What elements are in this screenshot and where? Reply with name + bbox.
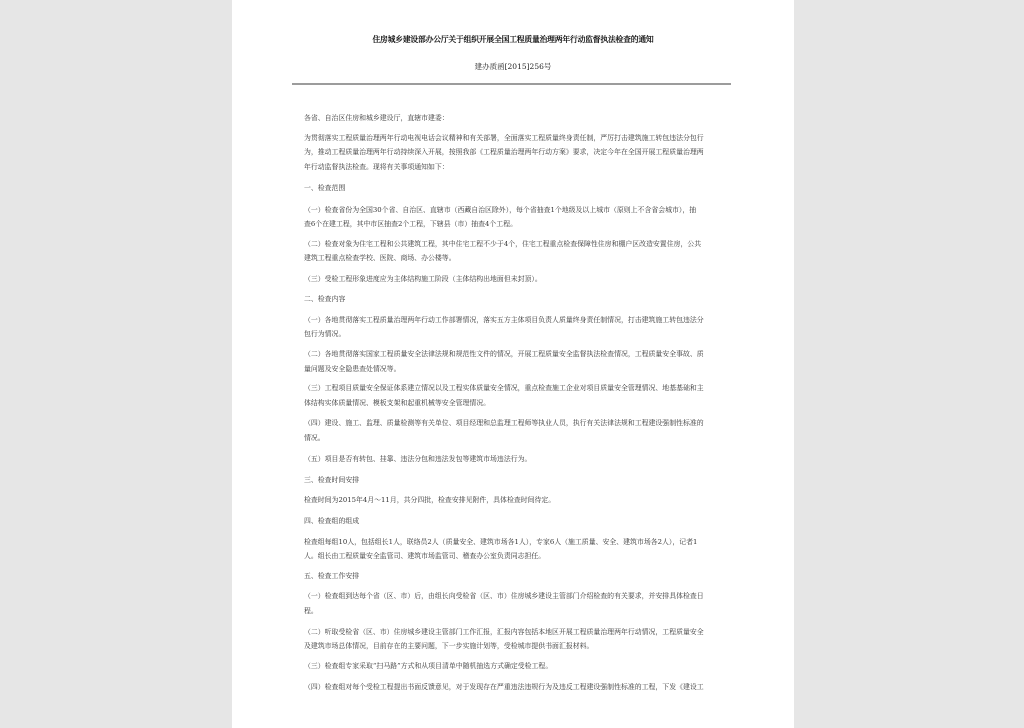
body-line: （五）项目是否有转包、挂靠、违法分包和违法发包等建筑市场违法行为。 — [304, 455, 532, 463]
body-line: 二、检查内容 — [304, 295, 346, 303]
body-line: 为贯彻落实工程质量治理两年行动电视电话会议精神和有关部署，全面落实工程质量终身责任制，严厉打击建筑施工转包违法分包行 — [304, 134, 704, 142]
body-line: 一、检查范围 — [304, 184, 346, 192]
body-line: 为，推动工程质量治理两年行动持续深入开展，按照我部《工程质量治理两年行动方案》要求，决定今年在全国开展工程质量治理两 — [304, 148, 704, 156]
title-divider — [292, 83, 731, 85]
body-line: 量问题及安全隐患查处情况等。 — [304, 365, 401, 373]
document-page — [232, 0, 794, 728]
body-line: （二）听取受检省（区、市）住房城乡建设主管部门工作汇报，汇报内容包括本地区开展工程质量治理两年行动情况，工程质量安全 — [304, 628, 704, 636]
body-line: 年行动监督执法检查。现将有关事项通知如下： — [304, 163, 449, 171]
body-line: （二）各地贯彻落实国家工程质量安全法律法规和规范性文件的情况，开展工程质量安全监督执法检查情况，工程质量安全事故、质 — [304, 350, 704, 358]
body-line: （二）检查对象为住宅工程和公共建筑工程，其中住宅工程不少于4个，住宅工程重点检查保障性住房和棚户区改造安置住房，公共 — [304, 240, 702, 248]
body-line: （一）检查组到达每个省（区、市）后，由组长向受检省（区、市）住房城乡建设主管部门介绍检查的有关要求，并安排具体检查日 — [304, 592, 704, 600]
body-line: （四）建设、施工、监理、质量检测等有关单位、项目经理和总监理工程师等执业人员，执行有关法律法规和工程建设强制性标准的 — [304, 419, 704, 427]
body-line: 情况。 — [304, 434, 325, 442]
body-line: 体结构实体质量情况、模板支架和起重机械等安全管理情况。 — [304, 399, 491, 407]
body-line: （一）各地贯彻落实工程质量治理两年行动工作部署情况，落实五方主体项目负责人质量终身责任制情况，打击建筑施工转包违法分 — [304, 316, 704, 324]
body-line: 包行为情况。 — [304, 330, 346, 338]
body-line: 五、检查工作安排 — [304, 572, 360, 580]
body-line: 三、检查时间安排 — [304, 476, 360, 484]
body-line: （三）检查组专家采取“扫马路”方式和从项目清单中随机抽选方式确定受检工程。 — [304, 662, 553, 670]
body-line: 及建筑市场总体情况，目前存在的主要问题，下一步实施计划等，受检城市提供书面汇报材料。 — [304, 642, 594, 650]
body-line: （三）工程项目质量安全保证体系建立情况以及工程实体质量安全情况，重点检查施工企业对项目质量安全管理情况、地基基础和主 — [304, 384, 704, 392]
body-line: 检查时间为2015年4月～11月，共分四批，检查安排见附件，具体检查时间待定。 — [304, 496, 556, 504]
body-line: 程。 — [304, 607, 318, 615]
document-title: 住房城乡建设部办公厅关于组织开展全国工程质量治理两年行动监督执法检查的通知 — [372, 35, 654, 44]
body-line: 查6个在建工程，其中市区抽查2个工程，下辖县（市）抽查4个工程。 — [304, 220, 517, 228]
body-line: 检查组每组10人，包括组长1人，联络员2人（质量安全、建筑市场各1人），专家6人（施工质量、安全、建筑市场各2人），记者1 — [304, 538, 698, 546]
body-line: （四）检查组对每个受检工程提出书面反馈意见，对于发现存在严重违法违规行为及违反工程建设强制性标准的工程，下发《建设工 — [304, 683, 704, 691]
body-line: 各省、自治区住房和城乡建设厅，直辖市建委： — [304, 114, 449, 122]
body-line: 四、检查组的组成 — [304, 517, 360, 525]
body-line: 建筑工程重点检查学校、医院、商场、办公楼等。 — [304, 254, 456, 262]
body-line: （三）受检工程形象进度应为主体结构施工阶段（主体结构出地面但未封顶）。 — [304, 275, 542, 283]
document-number: 建办质函[2015]256号 — [474, 62, 552, 71]
body-line: 人。组长由工程质量安全监管司、建筑市场监管司、稽查办公室负责同志担任。 — [304, 552, 546, 560]
body-line: （一）检查省份为全国30个省、自治区、直辖市（西藏自治区除外），每个省抽查1个地级及以上城市（原则上不含省会城市），抽 — [304, 206, 697, 214]
